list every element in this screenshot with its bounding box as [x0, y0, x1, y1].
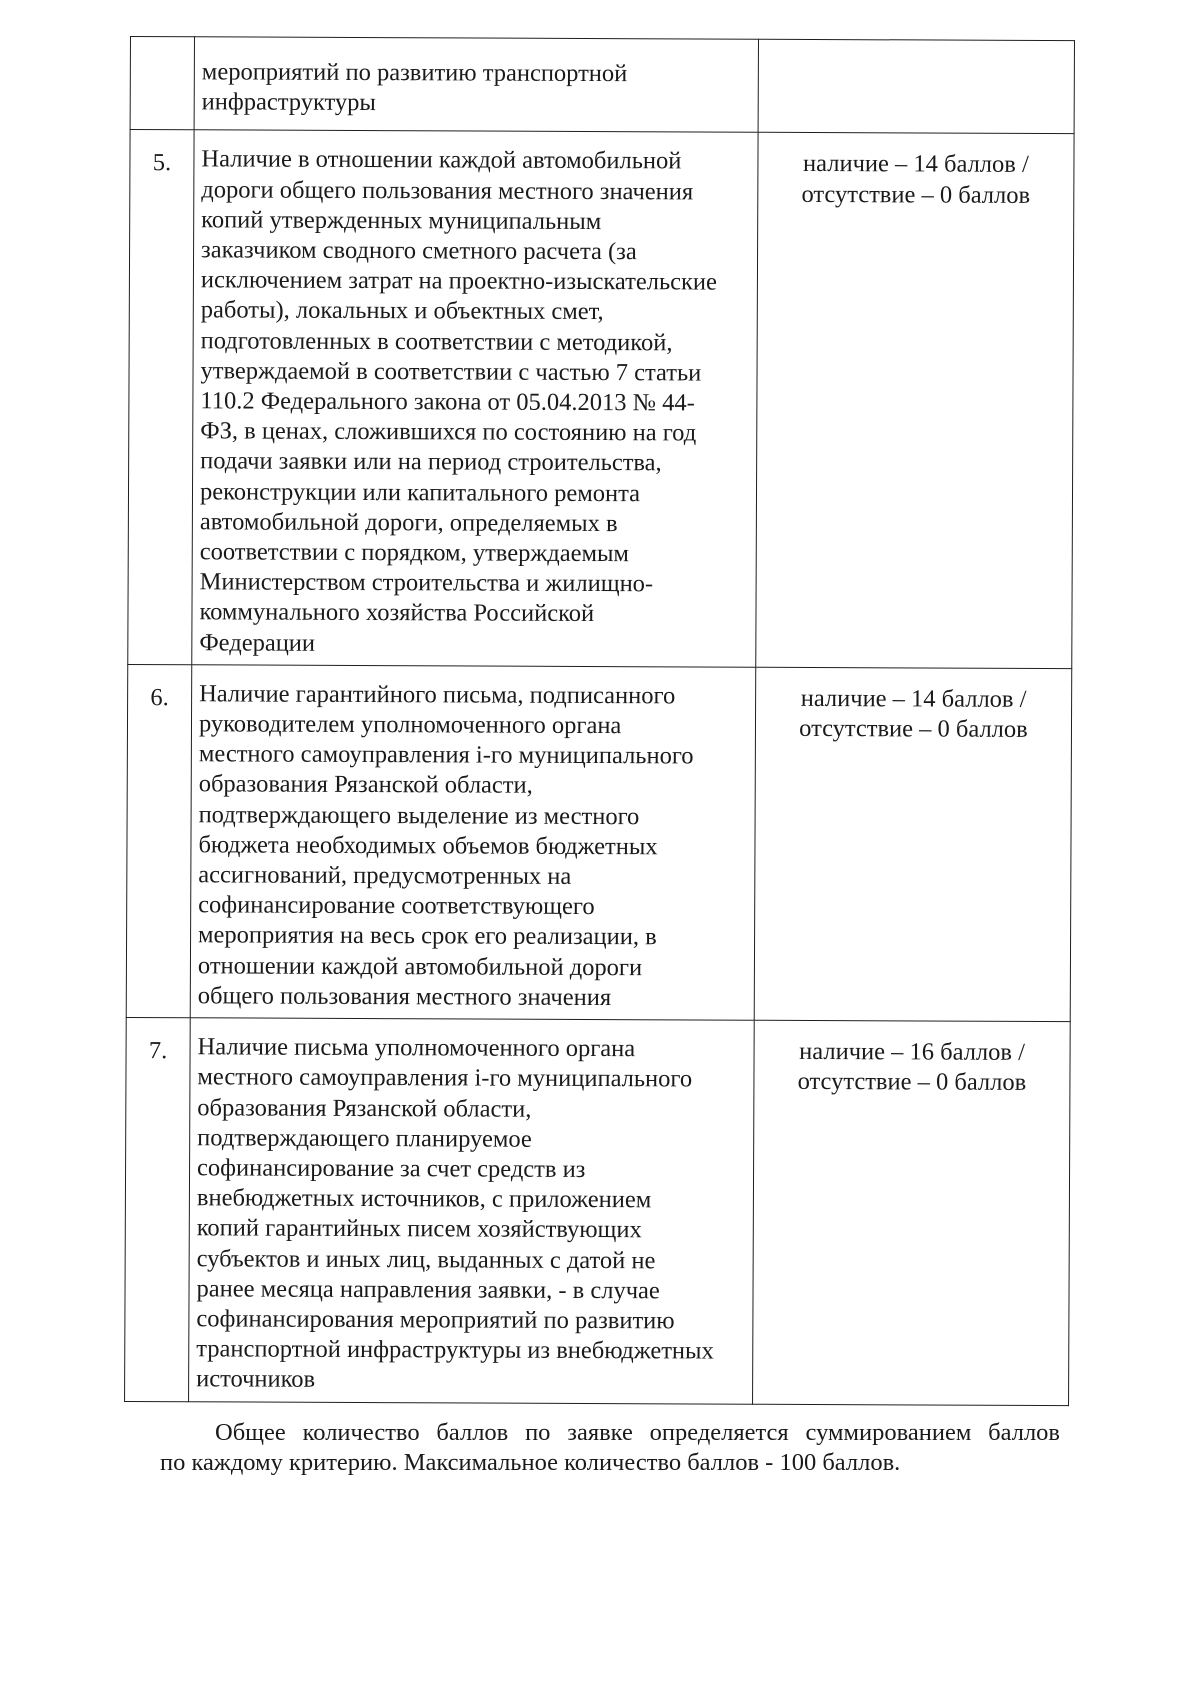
criterion-score: наличие – 16 баллов / отсутствие – 0 баллов: [753, 1020, 1071, 1405]
criterion-score: наличие – 14 баллов / отсутствие – 0 баллов: [756, 133, 1074, 669]
table-row-continuation: [130, 37, 1074, 135]
criteria-table: [124, 36, 1075, 1406]
row-number: 7.: [125, 1018, 191, 1402]
row-number: 6.: [126, 664, 192, 1018]
summary-line-1: Общее количество баллов по заявке определяется суммированием баллов: [215, 1419, 1060, 1446]
criterion-text: Наличие в отношении каждой автомобильной дороги общего пользования местного значения копий утвержденных муниципальным заказчиком сводного сметного расчета (за исключением затрат на проектно-изыскательские работы), локальных и объектных смет, подготовленных в соответствии с методикой, утверждаемой в соответствии с частью 7 статьи 110.2 Федерального закона от 05.04.2013 № 44- ФЗ, в ценах, сложившихся по состоянию на год подачи заявки или на период строительства, реконструкции или капитального ремонта автомобильной дороги, определяемых в соответствии с порядком, утверждаемым Министерством строительства и жилищно- коммунального хозяйства Российской Федерации: [192, 130, 758, 667]
criterion-text: Наличие письма уполномоченного органа местного самоуправления i-го муниципального образования Рязанской области, подтверждающего планируемое софинансирование за счет средств из внебюджетных источников, с приложением копий гарантийных писем хозяйствующих субъектов и иных лиц, выданных с датой не ранее месяца направления заявки, - в случае софинансирования мероприятий по развитию транспортной инфраструктуры из внебюджетных источников: [189, 1018, 755, 1404]
row-number: 5.: [128, 130, 194, 665]
table-row: [125, 1018, 1071, 1406]
row-number: [130, 37, 194, 131]
criterion-score: [758, 39, 1074, 134]
summary-paragraph: [160, 1418, 1060, 1478]
table-row: [126, 664, 1072, 1021]
criterion-text: Наличие гарантийного письма, подписанного руководителем уполномоченного органа местного самоуправления i-го муниципального образования Рязанской области, подтверждающего выделение из местного бюджета необходимых объемов бюджетных ассигнований, предусмотренных на софинансирование соответствующего мероприятия на весь срок его реализации, в отношении каждой автомобильной дороги общего пользования местного значения: [190, 665, 756, 1021]
criterion-text: мероприятий по развитию транспортной инфраструктуры: [194, 37, 758, 133]
table-row: [128, 130, 1074, 669]
summary-line-2: по каждому критерию. Максимальное количество баллов - 100 баллов.: [160, 1449, 901, 1476]
criterion-score: наличие – 14 баллов / отсутствие – 0 баллов: [754, 667, 1072, 1022]
